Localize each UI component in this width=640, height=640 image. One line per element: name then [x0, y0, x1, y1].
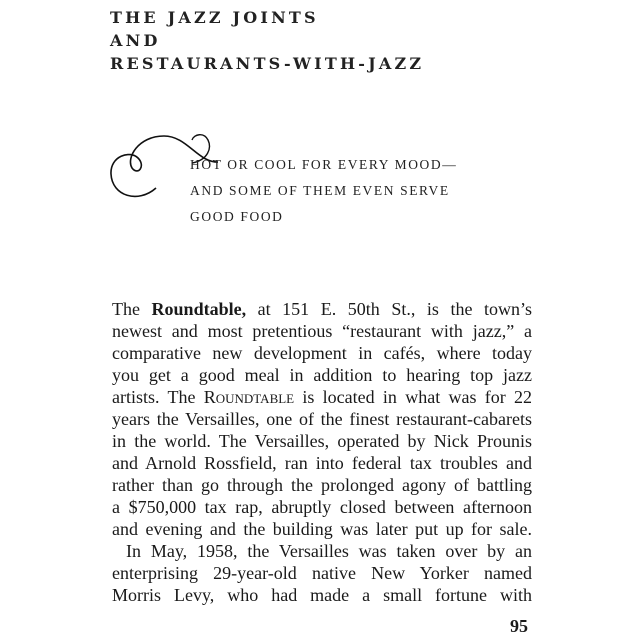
page-number: 95 [510, 616, 528, 636]
body-line: a $750,000 tax rap, abruptly closed between afternoon [112, 497, 532, 517]
heading-line: THE JAZZ JOINTS [110, 8, 319, 27]
body-line: comparative new development in cafés, where today [112, 343, 532, 363]
body-line: In May, 1958, the Versailles was taken over by an [126, 541, 532, 561]
heading-line: RESTAURANTS-WITH-JAZZ [110, 54, 425, 73]
body-line: in the world. The Versailles, operated by Nick Prounis [112, 431, 532, 451]
body-line: rather than go through the prolonged agony of battling [112, 475, 532, 495]
text: is located in what was for 22 [294, 387, 533, 407]
subheading-line: AND SOME OF THEM EVEN SERVE [190, 183, 450, 198]
body-line: and evening and the building was later put up for sale. [112, 519, 532, 539]
body-line: newest and most pretentious “restaurant with jazz,” a [112, 321, 532, 341]
body-line [112, 300, 532, 318]
body-line: enterprising 29-year-old native New Yorker named [112, 563, 532, 583]
body-line: Morris Levy, who had made a small fortune with [112, 585, 532, 605]
text: artists. The [112, 387, 204, 407]
subheading-line: HOT OR COOL FOR EVERY MOOD— [190, 157, 458, 172]
body-line: years the Versailles, one of the finest restaurant-cabarets [112, 409, 532, 429]
venue-name: Roundtable [203, 387, 295, 407]
body-line [112, 388, 532, 406]
body-line: you get a good meal in addition to hearing top jazz [112, 365, 532, 385]
text: at 151 E. 50th St., is the town’s [246, 299, 533, 319]
subheading-line: GOOD FOOD [190, 209, 284, 224]
body-line: and Arnold Rossfield, ran into federal tax troubles and [112, 453, 532, 473]
venue-name: Roundtable, [151, 299, 247, 319]
heading-line: AND [110, 31, 161, 50]
text: The [112, 299, 152, 319]
